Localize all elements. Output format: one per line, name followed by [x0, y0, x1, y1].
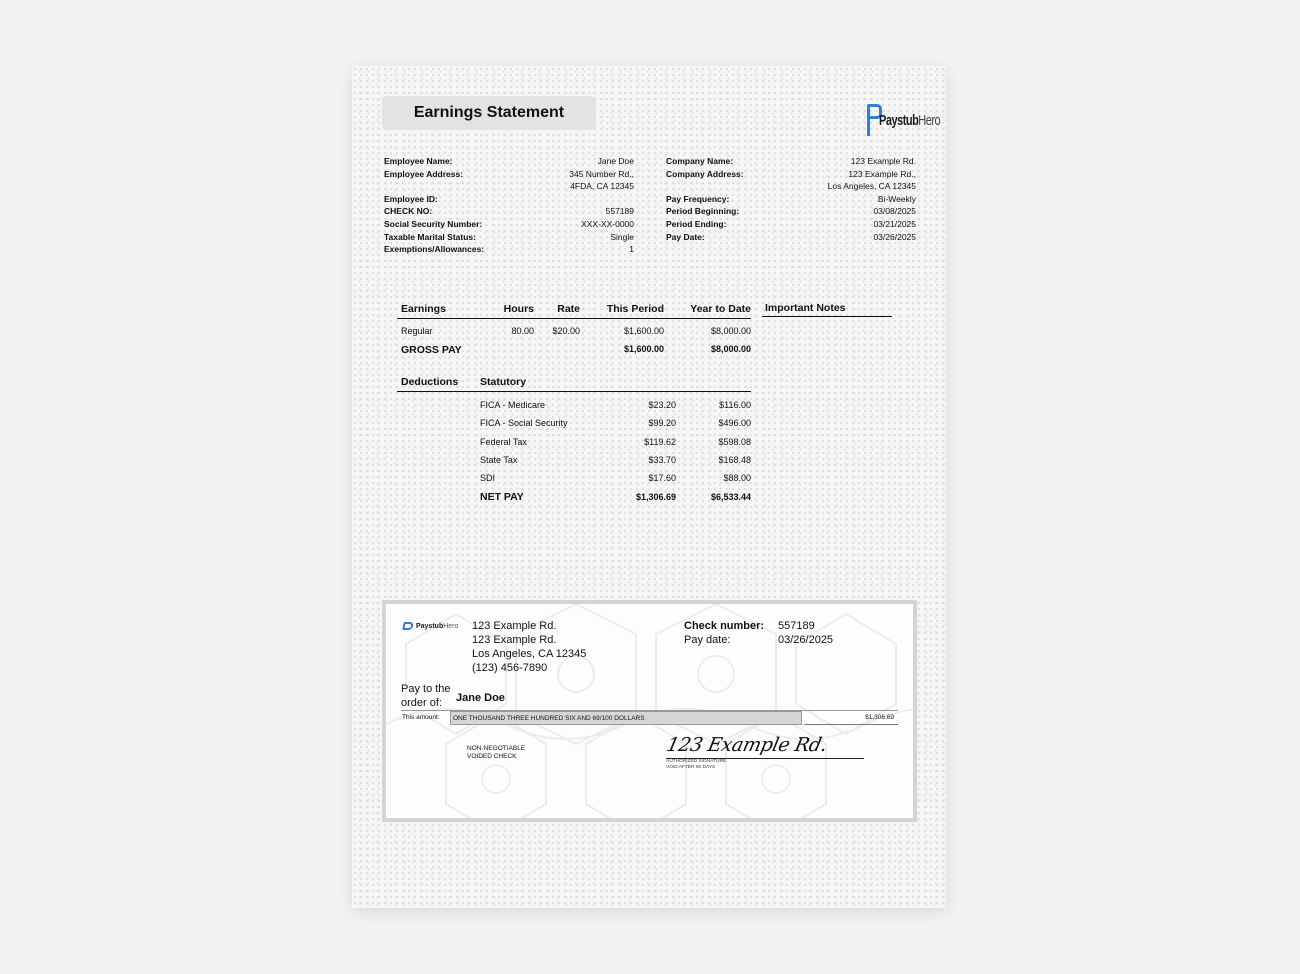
- exemptions-label: Exemptions/Allowances:: [384, 244, 485, 255]
- earnings-header-rate: Rate: [557, 303, 580, 315]
- payee-name: Jane Doe: [456, 692, 505, 704]
- table-row: [397, 433, 751, 451]
- employee-id-row: [384, 193, 634, 206]
- marital-status-row: [384, 231, 634, 244]
- pay-frequency-value: Bi-Weekly: [877, 193, 916, 204]
- check-pay-date-value: 03/26/2025: [778, 634, 834, 646]
- amount-value: $1,306.69: [804, 711, 898, 725]
- pay-date-label: Pay Date:: [666, 231, 705, 242]
- deductions-header: [397, 376, 751, 392]
- employee-name-row: [384, 155, 634, 168]
- company-address-value: [828, 168, 916, 193]
- voided-check-text: VOIDED CHECK: [467, 753, 517, 760]
- company-name-label: Company Name:: [666, 156, 734, 166]
- employee-address-row: [384, 168, 634, 193]
- period-ending-row: [666, 218, 916, 231]
- company-address-label: Company Address:: [666, 168, 744, 179]
- check-address-line: 123 Example Rd.: [472, 634, 557, 646]
- voided-check: [386, 604, 913, 818]
- check-number-value: 557189: [778, 620, 815, 632]
- check-address-line: Los Angeles, CA 12345: [472, 648, 587, 660]
- deductions-header-deductions: Deductions: [401, 376, 459, 388]
- employee-name-value: Jane Doe: [597, 156, 634, 166]
- check-no-value: 557189: [605, 206, 634, 217]
- table-row: [397, 414, 751, 432]
- statement-title: Earnings Statement: [382, 96, 596, 130]
- employee-id-label: Employee ID:: [384, 193, 438, 204]
- earning-period: $1,600.00: [623, 326, 664, 336]
- deduction-period: $23.20: [648, 400, 676, 411]
- non-negotiable-text: NON-NEGOTIABLE: [467, 745, 526, 752]
- company-address-line1: 123 Example Rd.,: [848, 168, 916, 179]
- earning-ytd: $8,000.00: [710, 326, 751, 336]
- check-number-row: [684, 619, 833, 633]
- employee-info: [384, 155, 634, 256]
- table-row: [397, 451, 751, 469]
- logo-text: [879, 113, 940, 129]
- check-logo: [403, 622, 458, 630]
- deduction-ytd: $116.00: [719, 400, 751, 411]
- period-ending-value: 03/21/2025: [873, 218, 916, 229]
- exemptions-value: 1: [629, 244, 634, 255]
- logo-brand-suffix: Hero: [918, 113, 941, 129]
- ssn-value: XXX-XX-0000: [581, 218, 634, 229]
- check-number-label: Check number:: [684, 620, 765, 632]
- company-name-value: 123 Example Rd.: [850, 156, 916, 166]
- signature-caption: [666, 759, 726, 771]
- earning-hours: 80.00: [511, 326, 534, 336]
- exemptions-row: [384, 243, 634, 256]
- deduction-ytd: $88.00: [723, 473, 751, 484]
- company-name-row: [666, 155, 916, 168]
- period-beginning-value: 03/08/2025: [873, 206, 916, 217]
- earnings-table: [397, 303, 751, 356]
- check-address-line: 123 Example Rd.: [472, 620, 557, 632]
- net-pay-label: NET PAY: [480, 490, 524, 503]
- gross-pay-period: $1,600.00: [623, 344, 664, 354]
- pay-frequency-label: Pay Frequency:: [666, 193, 730, 204]
- amount-words: ONE THOUSAND THREE HUNDRED SIX AND 69/100 DOLLARS: [450, 711, 802, 725]
- deduction-name: FICA - Social Security: [480, 418, 568, 429]
- deductions-table: [397, 376, 751, 506]
- check-logo-text: [416, 623, 458, 630]
- employee-name-label: Employee Name:: [384, 156, 453, 166]
- net-pay-ytd: $6,533.44: [710, 491, 751, 502]
- important-notes: [762, 302, 892, 317]
- check-meta: [684, 619, 833, 647]
- earning-rate: $20.00: [552, 326, 580, 336]
- check-phone: (123) 456-7890: [472, 662, 548, 674]
- employee-address-value: [569, 168, 634, 193]
- check-frame: [382, 600, 917, 822]
- check-pay-date-row: [684, 633, 833, 647]
- deduction-ytd: $496.00: [718, 418, 751, 429]
- earning-name: Regular: [401, 326, 433, 336]
- deduction-name: SDI: [480, 473, 496, 484]
- employee-address-label: Employee Address:: [384, 168, 464, 179]
- gross-pay-ytd: $8,000.00: [710, 344, 751, 354]
- deduction-period: $33.70: [648, 455, 676, 466]
- marital-status-value: Single: [610, 231, 634, 242]
- amount-row: [401, 711, 898, 726]
- table-row: [397, 319, 751, 336]
- non-negotiable-note: [467, 745, 525, 761]
- earnings-header: [397, 303, 751, 319]
- earnings-header-earnings: Earnings: [401, 303, 446, 315]
- deductions-header-statutory: Statutory: [480, 376, 527, 388]
- gross-pay-row: [397, 336, 751, 356]
- period-ending-label: Period Ending:: [666, 218, 727, 229]
- check-pay-date-label: Pay date:: [684, 634, 731, 646]
- ssn-row: [384, 218, 634, 231]
- employee-address-line1: 345 Number Rd.,: [569, 168, 634, 179]
- period-beginning-label: Period Beginning:: [666, 206, 740, 217]
- deduction-name: FICA - Medicare: [480, 400, 546, 411]
- deduction-name: Federal Tax: [480, 436, 527, 447]
- important-notes-title: Important Notes: [762, 302, 892, 317]
- period-beginning-row: [666, 205, 916, 218]
- paystubhero-logo-icon: [866, 104, 878, 138]
- deductions-body: [397, 392, 751, 506]
- employee-address-line2: 4FDA, CA 12345: [570, 181, 634, 192]
- earnings-header-ytd: Year to Date: [690, 303, 751, 315]
- amount-label: This amount:: [402, 714, 440, 721]
- deduction-period: $99.20: [648, 418, 676, 429]
- company-address-row: [666, 168, 916, 193]
- net-pay-period: $1,306.69: [635, 491, 676, 502]
- earnings-statement-page: [352, 66, 946, 908]
- pay-date-value: 03/26/2025: [873, 231, 916, 242]
- signature: 123 Example Rd.: [664, 734, 830, 756]
- logo-brand: Paystub: [879, 113, 919, 129]
- void-after-text: VOID AFTER 90 DAYS: [666, 765, 716, 770]
- authorized-signature-text: AUTHORIZED SIGNATURE: [666, 759, 727, 764]
- deduction-ytd: $168.48: [718, 455, 751, 466]
- net-pay-row: [397, 487, 751, 505]
- table-row: [397, 469, 751, 487]
- paystubhero-logo-icon: [402, 622, 414, 630]
- ssn-label: Social Security Number:: [384, 218, 483, 229]
- deduction-name: State Tax: [480, 455, 518, 466]
- table-row: [397, 396, 751, 414]
- earnings-header-hours: Hours: [503, 303, 534, 315]
- deduction-period: $17.60: [648, 473, 676, 484]
- marital-status-label: Taxable Marital Status:: [384, 231, 476, 242]
- check-no-label: CHECK NO:: [384, 206, 433, 217]
- company-info: [666, 155, 916, 243]
- check-no-row: [384, 205, 634, 218]
- gross-pay-label: GROSS PAY: [401, 344, 462, 356]
- earnings-header-this-period: This Period: [606, 303, 664, 315]
- pay-to-label: Pay to the order of:: [401, 683, 451, 709]
- check-logo-brand: Paystub: [416, 622, 444, 630]
- deduction-ytd: $598.08: [718, 436, 751, 447]
- pay-frequency-row: [666, 193, 916, 206]
- deduction-period: $119.62: [644, 436, 676, 447]
- check-address: [472, 619, 586, 675]
- paystubhero-logo: [866, 104, 940, 138]
- pay-date-row: [666, 231, 916, 244]
- check-logo-brand-suffix: Hero: [443, 622, 459, 630]
- company-address-line2: Los Angeles, CA 12345: [827, 181, 916, 192]
